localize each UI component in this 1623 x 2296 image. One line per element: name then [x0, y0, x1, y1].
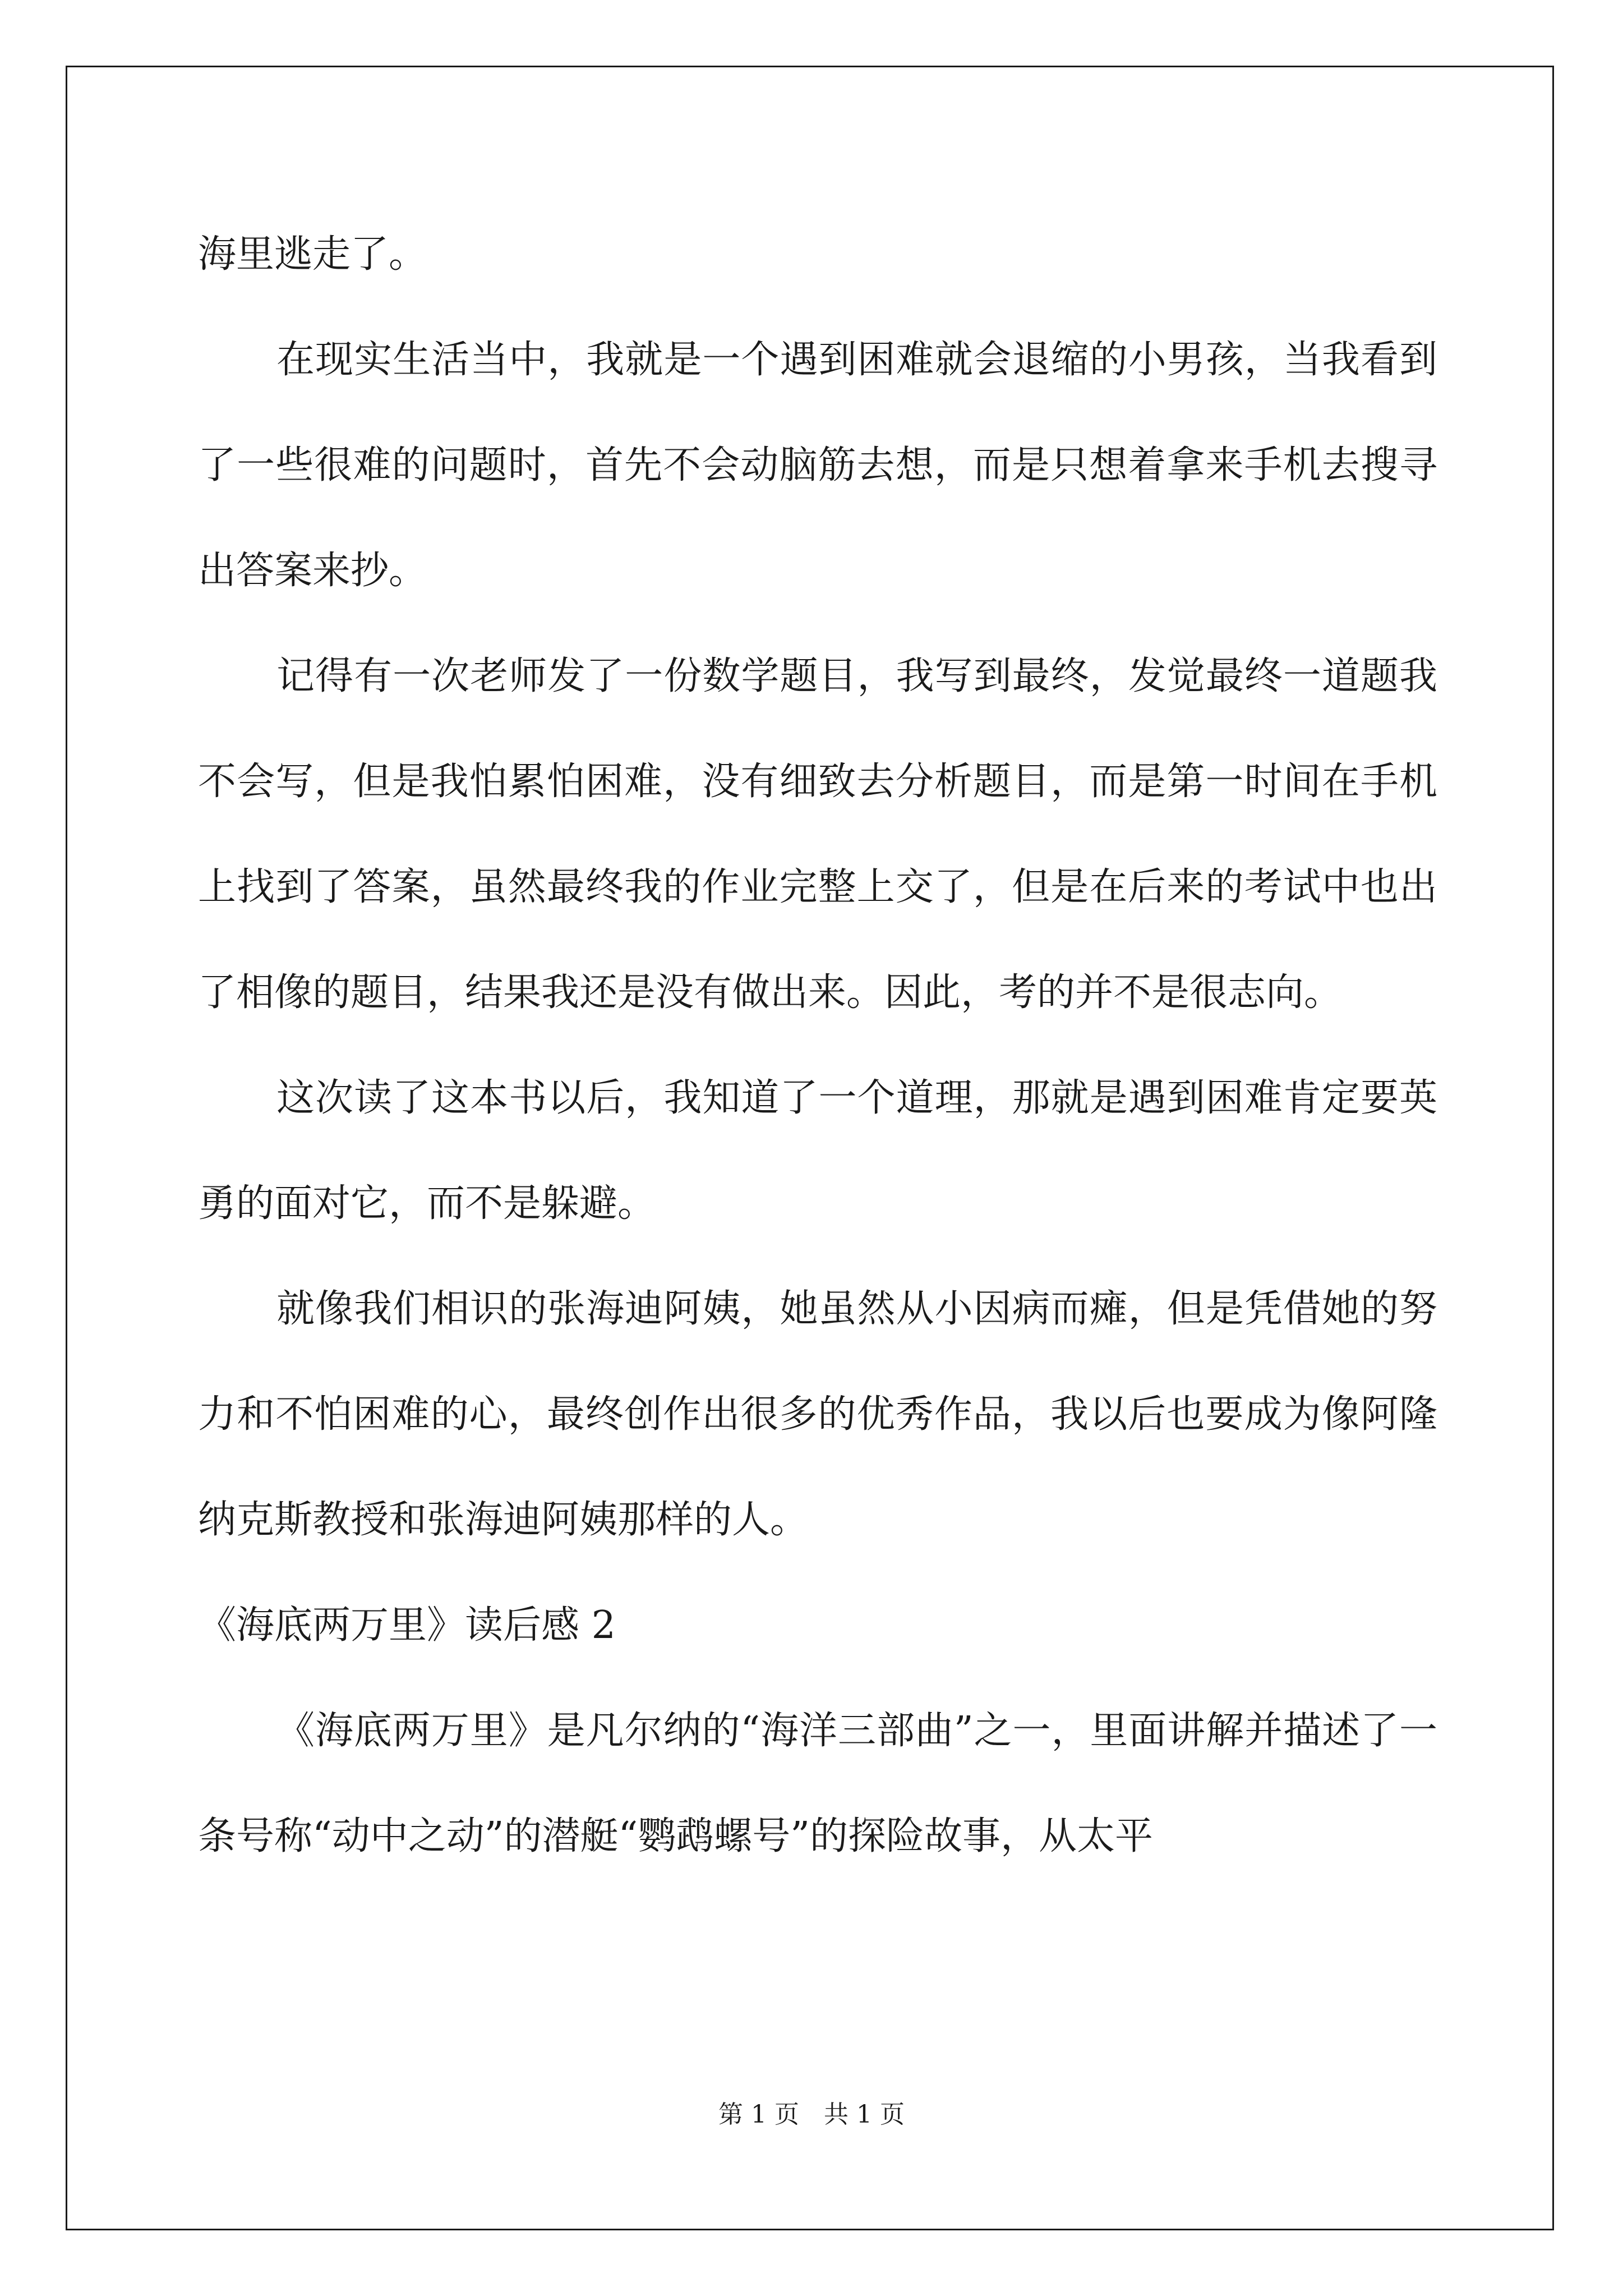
paragraph: 在现实生活当中，我就是一个遇到困难就会退缩的小男孩，当我看到了一些很难的问题时，首先不会动脑筋去想，而是只想着拿来手机去搜寻出答案来抄。	[198, 338, 1437, 593]
paragraph: 海里逃走了。	[198, 232, 427, 277]
paragraph: 这次读了这本书以后，我知道了一个道理，那就是遇到困难肯定要英勇的面对它，而不是躲避。	[198, 1076, 1437, 1226]
paragraph: 就像我们相识的张海迪阿姨，她虽然从小因病而瘫，但是凭借她的努力和不怕困难的心，最终创作出很多的优秀作品，我以后也要成为像阿隆纳克斯教授和张海迪阿姨那样的人。	[198, 1287, 1437, 1542]
section-title: 《海底两万里》读后感 2	[198, 1603, 616, 1648]
paragraph: 记得有一次老师发了一份数学题目，我写到最终，发觉最终一道题我不会写，但是我怕累怕困难，没有细致去分析题目，而是第一时间在手机上找到了答案，虽然最终我的作业完整上交了，但是在后来的考试中也出了相像的题目，结果我还是没有做出来。因此，考的并不是很志向。	[198, 654, 1437, 1015]
page-number: 第 1 页	[718, 2100, 799, 2129]
document-body	[198, 202, 1437, 1889]
page-footer	[0, 2098, 1623, 2132]
paragraph: 《海底两万里》是凡尔纳的“海洋三部曲”之一，里面讲解并描述了一条号称“动中之动”的潜艇“鹦鹉螺号”的探险故事，从太平	[198, 1709, 1437, 1858]
page-total: 共 1 页	[824, 2100, 905, 2129]
